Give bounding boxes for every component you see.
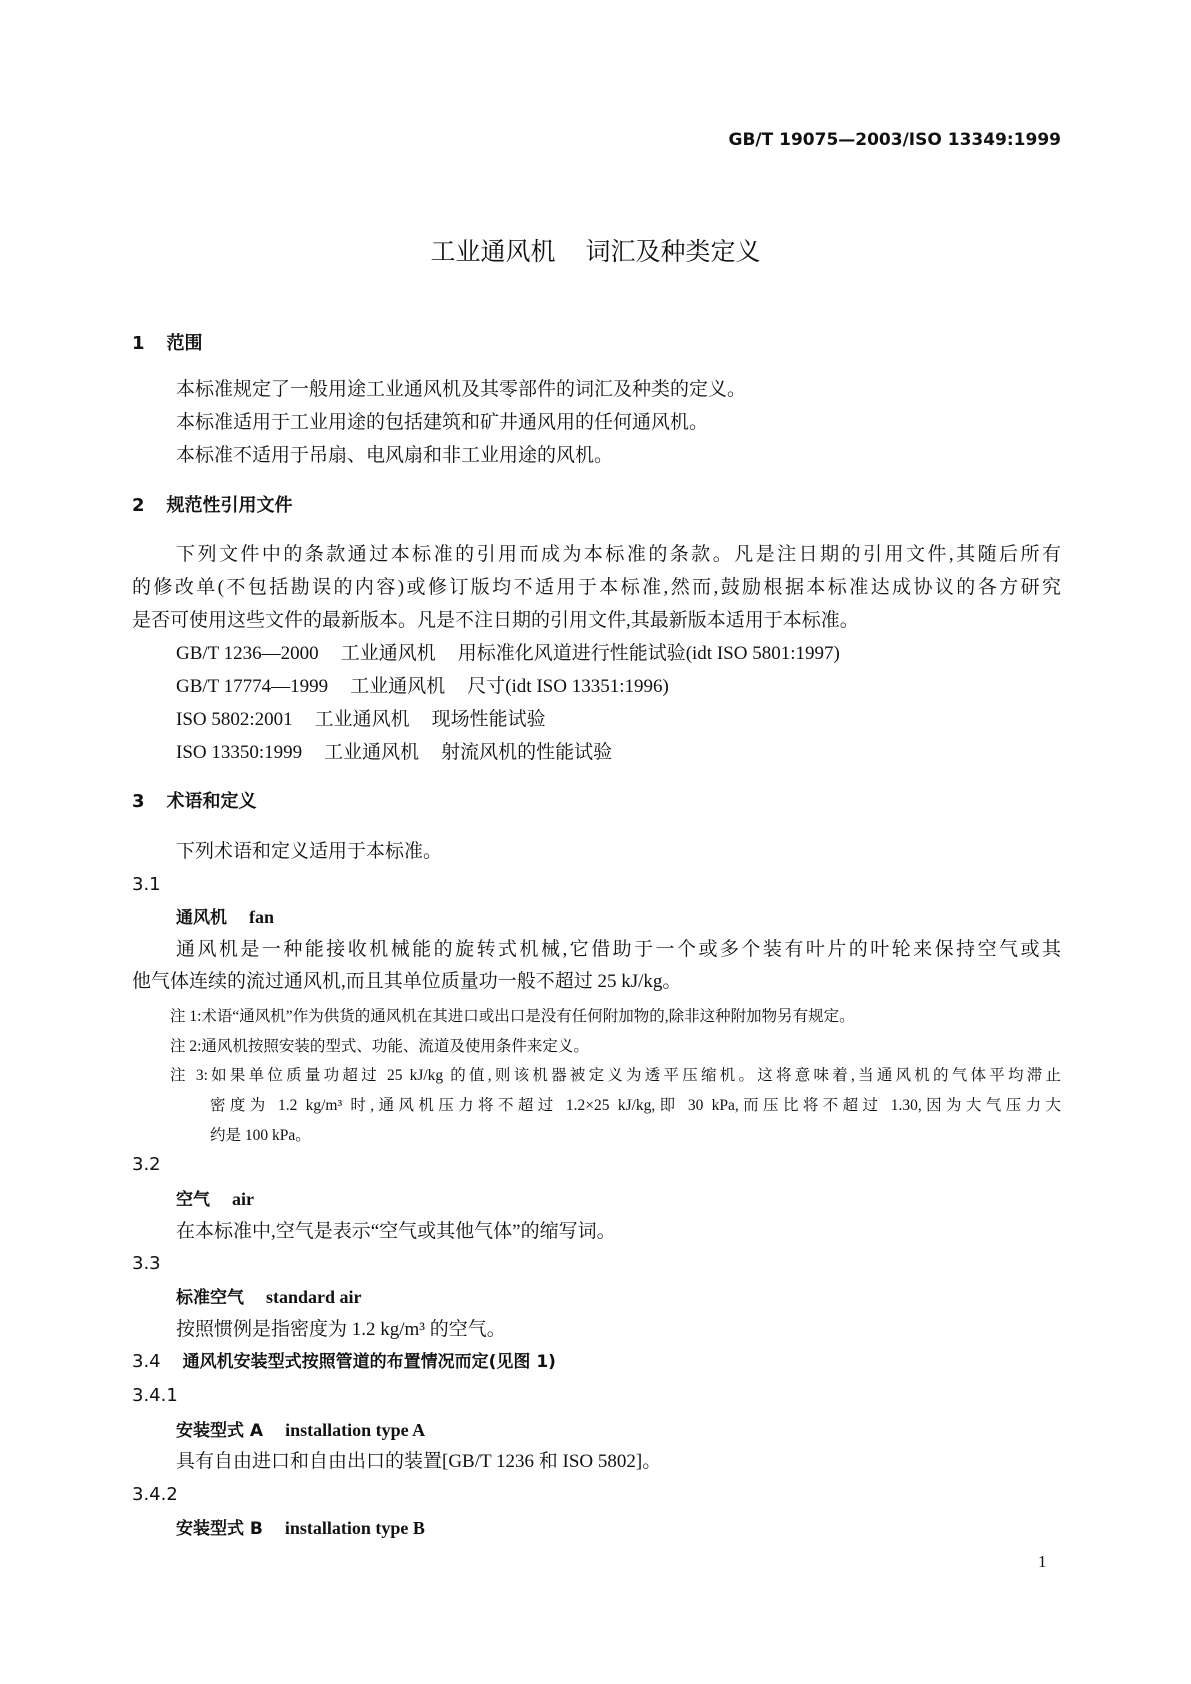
page-number: 1 [1038,1552,1047,1571]
definition-line: 他气体连续的流过通风机,而且其单位质量功一般不超过 25 kJ/kg。 [132,971,682,992]
title-part1: 工业通风机 [430,237,556,266]
clause-number: 3.2 [132,1154,161,1175]
definition-line: 按照惯例是指密度为 1.2 kg/m³ 的空气。 [176,1319,506,1340]
term-installation-type-a: 安装型式 A installation type A [176,1420,426,1441]
scope-line: 本标准适用于工业用途的包括建筑和矿井通风用的任何通风机。 [176,412,709,433]
scope-line: 本标准规定了一般用途工业通风机及其零部件的词汇及种类的定义。 [176,379,747,400]
page-title [0,236,1191,268]
term-fan: 通风机 fan [176,907,275,928]
standard-code: GB/T 19075—2003/ISO 13349:1999 [728,130,1061,150]
note-3-continued: 约是 100 kPa。 [210,1127,311,1144]
note-3-continued: 密度为 1.2 kg/m³ 时,通风机压力将不超过 1.2×25 kJ/kg,即 30 kPa,而压比将不超过 1.30,因为大气压力大 [210,1097,1061,1114]
term-installation-type-b: 安装型式 B installation type B [176,1518,425,1539]
term-air: 空气 air [176,1189,254,1210]
clause-number: 3.4.1 [132,1385,178,1406]
clause-number: 3.4.2 [132,1484,178,1505]
note-3: 注 3:如果单位质量功超过 25 kJ/kg 的值,则该机器被定义为透平压缩机。这将意味着,当通风机的气体平均滞止 [170,1067,1061,1084]
title-part2: 词汇及种类定义 [585,237,761,266]
terms-intro: 下列术语和定义适用于本标准。 [176,841,443,862]
definition-line: 具有自由进口和自由出口的装置[GB/T 1236 和 ISO 5802]。 [176,1451,662,1472]
reference-item: ISO 13350:1999 工业通风机 射流风机的性能试验 [176,742,613,763]
references-paragraph-line: 的修改单(不包括勘误的内容)或修订版均不适用于本标准,然而,鼓励根据本标准达成协议的各方研究 [132,577,1061,598]
section-3-heading: 3 术语和定义 [132,791,257,812]
references-paragraph-line: 下列文件中的条款通过本标准的引用而成为本标准的条款。凡是注日期的引用文件,其随后所有 [176,544,1061,565]
references-paragraph-line: 是否可使用这些文件的最新版本。凡是不注日期的引用文件,其最新版本适用于本标准。 [132,610,859,631]
clause-number: 3.3 [132,1253,161,1274]
scope-line: 本标准不适用于吊扇、电风扇和非工业用途的风机。 [176,445,614,466]
definition-line: 在本标准中,空气是表示“空气或其他气体”的缩写词。 [176,1221,616,1242]
section-2-heading: 2 规范性引用文件 [132,495,293,516]
note-2: 注 2:通风机按照安装的型式、功能、流道及使用条件来定义。 [170,1038,589,1055]
reference-item: ISO 5802:2001 工业通风机 现场性能试验 [176,709,546,730]
term-standard-air: 标准空气 standard air [176,1287,362,1308]
reference-item: GB/T 1236—2000 工业通风机 用标准化风道进行性能试验(idt ISO 5801:1997) [176,643,840,664]
section-1-heading: 1 范围 [132,333,203,354]
clause-number: 3.1 [132,874,161,895]
definition-line: 通风机是一种能接收机械能的旋转式机械,它借助于一个或多个装有叶片的叶轮来保持空气或其 [176,939,1061,960]
note-1: 注 1:术语“通风机”作为供货的通风机在其进口或出口是没有任何附加物的,除非这种附加物另有规定。 [170,1008,855,1025]
clause-3-4-heading: 3.4 通风机安装型式按照管道的布置情况而定(见图 1) [132,1351,556,1372]
reference-item: GB/T 17774—1999 工业通风机 尺寸(idt ISO 13351:1996) [176,676,669,697]
